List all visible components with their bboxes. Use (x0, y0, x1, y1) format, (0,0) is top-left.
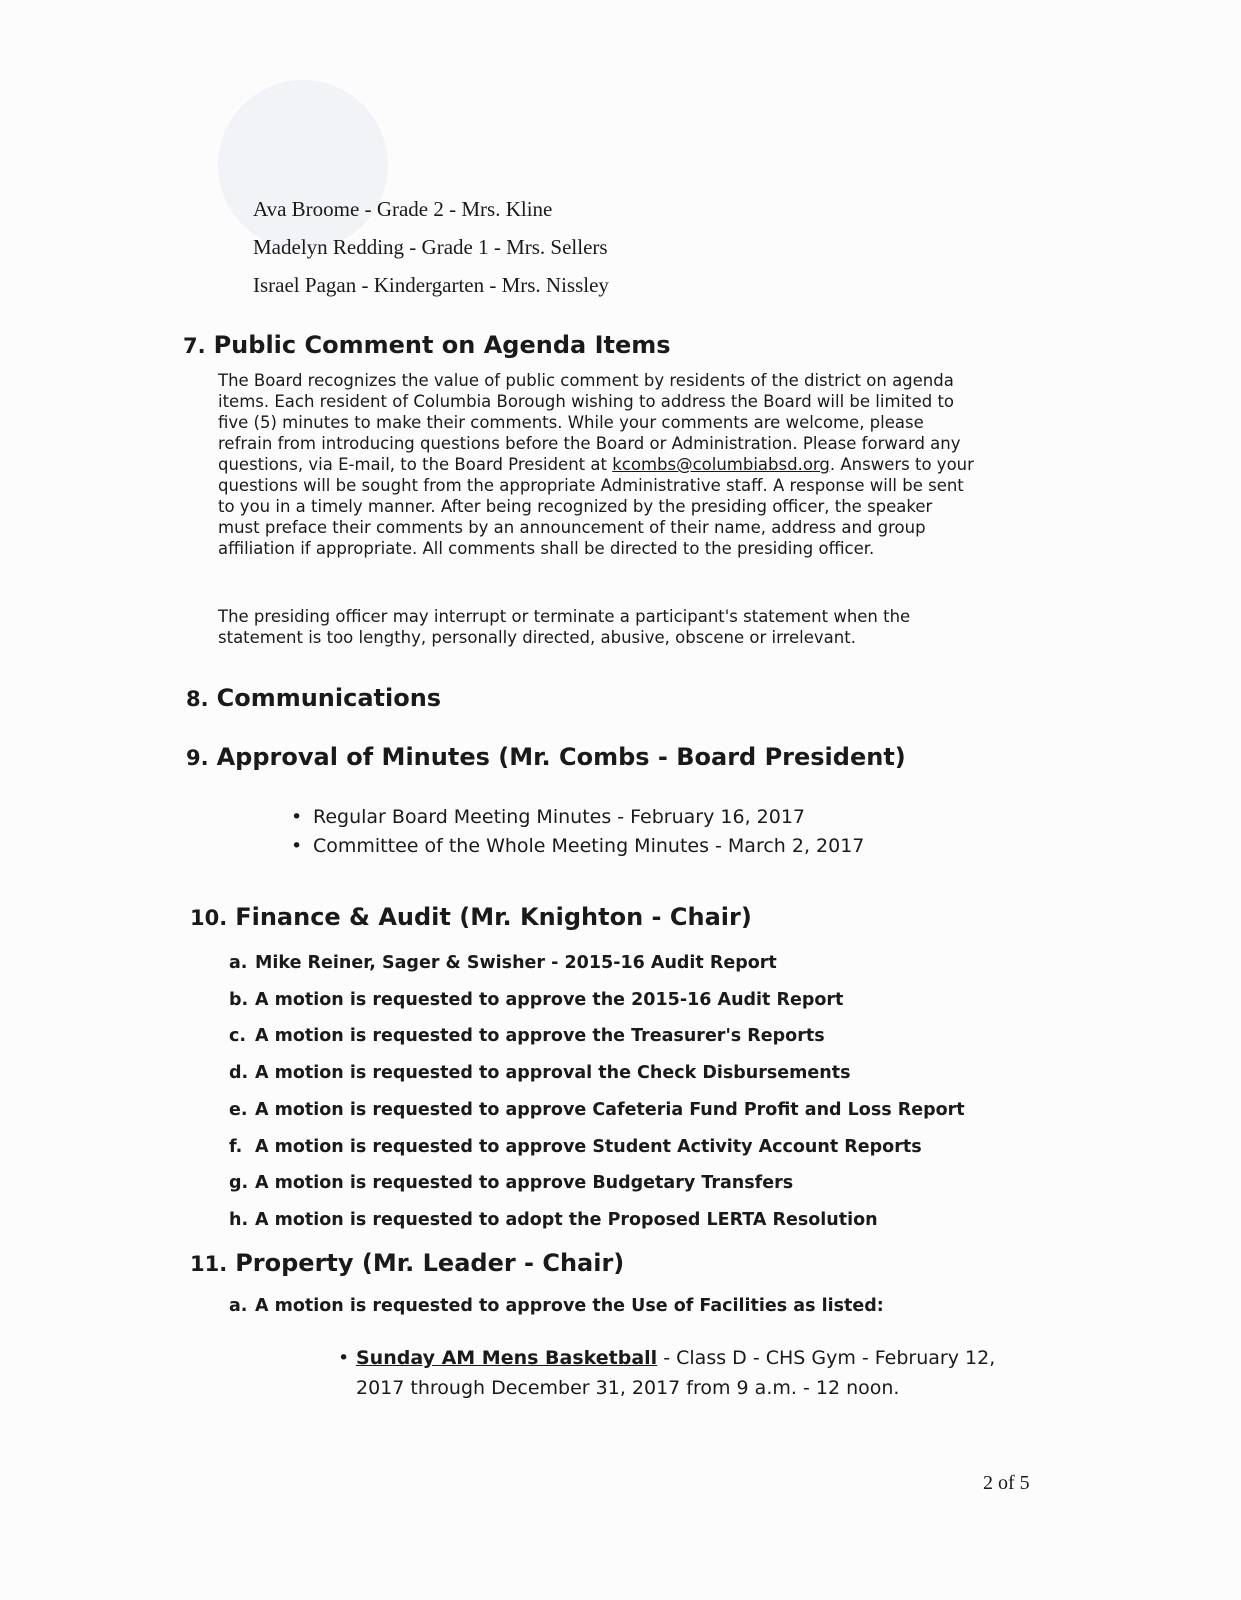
list-item: c. A motion is requested to approve the Treasurer's Reports (229, 1026, 825, 1047)
student-entry: Israel Pagan - Kindergarten - Mrs. Nissley (253, 273, 609, 297)
list-item: f. A motion is requested to approve Student Activity Account Reports (229, 1136, 922, 1157)
minutes-bullet-list (291, 803, 864, 861)
facility-name: Sunday AM Mens Basketball (356, 1347, 658, 1369)
section-title: Approval of Minutes (Mr. Combs - Board President) (216, 743, 906, 771)
page-number: 2 of 5 (983, 1472, 1030, 1494)
section-title: Public Comment on Agenda Items (213, 331, 671, 359)
list-item: h. A motion is requested to adopt the Proposed LERTA Resolution (229, 1209, 878, 1230)
section-number: 11. (190, 1252, 228, 1276)
section-title: Finance & Audit (Mr. Knighton - Chair) (235, 903, 752, 931)
section-title: Property (Mr. Leader - Chair) (235, 1249, 625, 1277)
section-number: 10. (190, 906, 228, 930)
section-number: 9. (186, 746, 209, 770)
student-list (253, 190, 609, 304)
section-number: 7. (183, 334, 206, 358)
list-item: e. A motion is requested to approve Cafeteria Fund Profit and Loss Report (229, 1099, 965, 1120)
section-title: Communications (216, 684, 442, 712)
bullet-icon: • (338, 1347, 350, 1369)
presiding-officer-paragraph: The presiding officer may interrupt or terminate a participant's statement when the statement is too lengthy, personally directed, abusive, obscene or irrelevant. (218, 607, 911, 647)
section-11-heading (190, 1249, 624, 1277)
property-item-list (229, 1288, 884, 1325)
section-7-heading (183, 331, 671, 359)
list-item: d. A motion is requested to approval the Check Disbursements (229, 1063, 851, 1084)
section-number: 8. (186, 687, 209, 711)
public-comment-paragraph: The Board recognizes the value of public comment by residents of the district on agenda items. Each resident of Columbia Borough wishing to address the Board will be limited to five (5) minutes to make their comments. While your comments are welcome, please refrain from introducing questions before the Board or Administration. Please forward any questions, via E-mail, to the Board President at kcombs@columbiabsd.org. Answers to your questions will be sought from the appropriate Administrative staff. A response will be sent to you in a timely manner. After being recognized by the presiding officer, the speaker must preface their comments by an announcement of their name, address and group affiliation if appropriate. All comments shall be directed to the presiding officer. (218, 371, 974, 558)
list-item: g. A motion is requested to approve Budgetary Transfers (229, 1173, 794, 1194)
student-entry: Madelyn Redding - Grade 1 - Mrs. Sellers (253, 235, 608, 259)
facility-use-entry (338, 1343, 996, 1403)
section-10-heading (190, 903, 752, 931)
list-item: • Regular Board Meeting Minutes - February 16, 2017 (291, 803, 864, 832)
section-8-heading (186, 684, 441, 712)
list-item: a. Mike Reiner, Sager & Swisher - 2015-16 Audit Report (229, 953, 777, 973)
board-president-email-link[interactable]: kcombs@columbiabsd.org (612, 455, 830, 474)
list-item: a. A motion is requested to approve the Use of Facilities as listed: (229, 1296, 884, 1316)
list-item: • Committee of the Whole Meeting Minutes - March 2, 2017 (291, 832, 864, 861)
finance-item-list (229, 945, 965, 1239)
student-entry: Ava Broome - Grade 2 - Mrs. Kline (253, 197, 553, 221)
list-item: b. A motion is requested to approve the 2015-16 Audit Report (229, 989, 844, 1010)
facility-detail: - Class D - CHS Gym - February 12, 2017 through December 31, 2017 from 9 a.m. - 12 noon. (356, 1347, 996, 1399)
section-9-heading (186, 743, 906, 771)
